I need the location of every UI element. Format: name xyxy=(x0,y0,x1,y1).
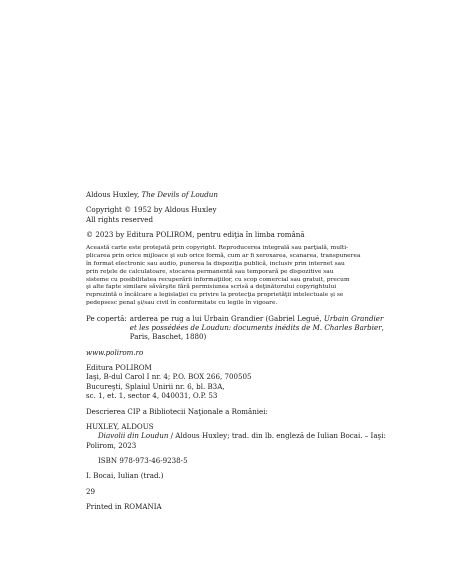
cover-line-3: Paris, Baschet, 1880) xyxy=(129,332,207,342)
cip-record xyxy=(86,421,386,450)
publisher-address-line: Iaşi, B-dul Carol I nr. 4; P.O. BOX 266, 700505 xyxy=(86,372,252,382)
book-title: The Devils of Loudun xyxy=(141,190,218,199)
rights-line: All rights reserved xyxy=(86,214,153,224)
class-code-block xyxy=(86,487,366,496)
cover-credit xyxy=(86,313,384,342)
cover-description xyxy=(130,314,384,342)
translator-block xyxy=(86,471,366,480)
legal-notice-line: şi alte fapte similare săvârşite fără permisiunea scrisă a deţinătorului copyrightului xyxy=(86,284,337,291)
isbn: ISBN 978-973-46-9238-5 xyxy=(98,456,188,465)
legal-notice-line: în format electronic sau audio, punerea la dispoziţia publică, inclusiv prin internet sau xyxy=(86,261,345,267)
legal-notice-line: reprezintă o încălcare a legislaţiei cu privire la protecţia proprietăţii intelectuale şi se xyxy=(86,292,344,299)
cip-heading-block xyxy=(86,407,366,416)
legal-notice xyxy=(86,245,366,307)
publisher-name: Editura POLIROM xyxy=(86,363,152,373)
cover-line-2-italic: et les possédées de Loudun: documents inédits de M. Charles Barbier xyxy=(129,323,382,333)
publisher-address xyxy=(86,363,366,400)
publisher-address-line: sc. 1, et. 1, sector 4, 040031, O.P. 53 xyxy=(86,391,218,401)
website xyxy=(86,348,366,357)
cover-line-2-tail: , xyxy=(381,323,384,333)
cip-title-rest: / Aldous Huxley; trad. din lb. engleză de Iulian Bocai. – Iaşi: xyxy=(168,431,386,441)
edition-copyright-line: © 2023 by Editura POLIROM, pentru ediţia în limba română xyxy=(86,230,305,240)
cip-title: Diavolii din Loudun xyxy=(98,431,169,441)
author-name: Aldous Huxley, xyxy=(86,190,142,199)
cover-label: Pe copertă: xyxy=(86,313,127,323)
printed-in: Printed in ROMANIA xyxy=(86,502,162,512)
legal-notice-line: sisteme cu posibilitatea recuperării informaţiilor, cu scop comercial sau gratuit, precum xyxy=(86,276,350,283)
isbn-block xyxy=(86,456,366,465)
copyright-line: Copyright © 1952 by Aldous Huxley xyxy=(86,205,217,215)
legal-notice-line: Această carte este protejată prin copyright. Reproducerea integrală sau parţială, multi- xyxy=(86,245,349,252)
cip-heading: Descrierea CIP a Bibliotecii Naţionale a României: xyxy=(86,406,268,416)
edition-copyright xyxy=(86,230,366,239)
title-line xyxy=(86,190,366,199)
legal-notice-line: prin reţele de calculatoare, stocarea permanentă sau temporară pe dispozitive sau xyxy=(86,268,334,275)
cip-author: HUXLEY, ALDOUS xyxy=(86,421,154,431)
original-copyright xyxy=(86,205,366,224)
publisher-address-line: Bucureşti, Splaiul Unirii nr. 6, bl. B3A, xyxy=(86,381,225,391)
cover-line-1: arderea pe rug a lui Urbain Grandier (Gabriel Legué, xyxy=(129,313,324,323)
legal-notice-line: pedepsesc penal şi/sau civil în conformitate cu legile în vigoare. xyxy=(86,299,278,306)
cover-line-1-italic: Urbain Grandier xyxy=(323,313,384,323)
translator: I. Bocai, Iulian (trad.) xyxy=(86,471,164,481)
website-url: www.polirom.ro xyxy=(86,347,144,357)
legal-notice-line: plicarea prin orice mijloace şi sub orice formă, cum ar fi xeroxarea, scanarea, transpunerea xyxy=(86,253,361,260)
class-code: 29 xyxy=(86,486,96,496)
copyright-page xyxy=(86,190,386,517)
cip-publisher: Polirom, 2023 xyxy=(86,440,137,450)
printed-in-block xyxy=(86,502,366,511)
